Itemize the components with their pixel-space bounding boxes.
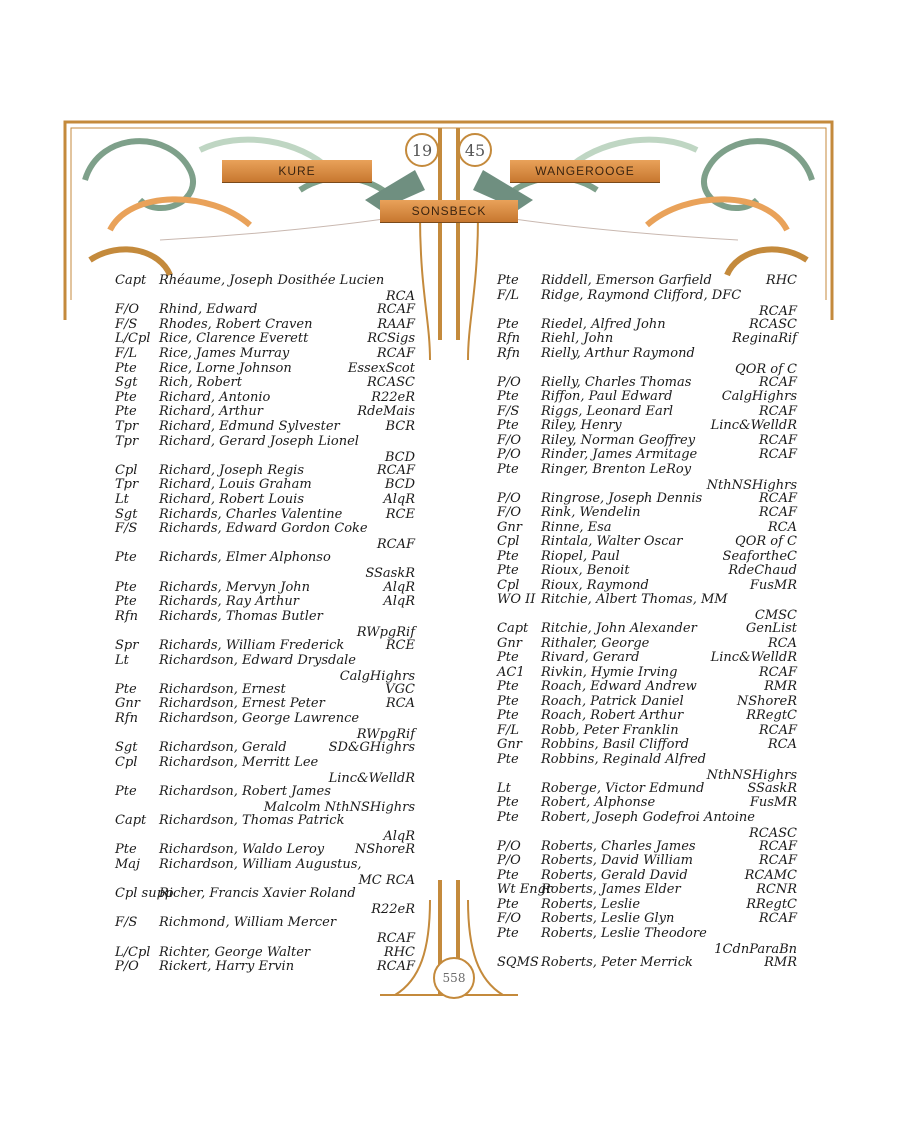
entry-name: Roberts, Leslie Theodore	[541, 925, 707, 941]
roll-entry	[497, 461, 797, 493]
entry-continuation: RWpgRif	[356, 727, 415, 742]
entry-rank: Tpr	[115, 419, 139, 434]
entry-name: Rhind, Edward	[159, 302, 258, 318]
entry-name: Robbins, Basil Clifford	[541, 737, 689, 752]
entry-rank: Pte	[115, 784, 137, 799]
entry-name: Richardson, Gerald	[159, 740, 287, 756]
entry-name: Rielly, Charles Thomas	[541, 374, 692, 390]
entry-rank: Pte	[115, 842, 137, 858]
year-left-circle	[405, 133, 439, 167]
entry-unit: Linc&WelldR	[710, 650, 797, 665]
entry-unit: RCAF	[758, 490, 797, 506]
entry-rank: Lt	[115, 652, 129, 668]
entry-name: Rink, Wendelin	[541, 505, 641, 520]
entry-rank: Sgt	[115, 506, 138, 522]
entry-rank: F/S	[115, 915, 138, 931]
entry-rank: Cpl	[497, 577, 520, 593]
entry-name: Riley, Norman Geoffrey	[541, 432, 696, 448]
entry-name: Richards, William Frederick	[159, 638, 345, 653]
roll-entry	[115, 463, 415, 479]
roll-entry	[115, 959, 415, 975]
roll-entry	[497, 345, 797, 377]
entry-name: Riffon, Paul Edward	[541, 389, 673, 404]
roll-entry	[115, 550, 415, 582]
entry-rank: Pte	[115, 360, 137, 376]
entry-unit: RCAF	[758, 664, 797, 680]
entry-unit: RCA	[385, 696, 415, 712]
entry-unit: RCE	[385, 638, 415, 653]
entry-unit: RCAF	[758, 722, 797, 738]
entry-unit: AlqR	[383, 594, 415, 610]
roll-entry	[115, 652, 415, 684]
entry-continuation: Malcolm NthNSHighrs	[263, 800, 415, 815]
entry-unit: RCAF	[758, 838, 797, 854]
entry-continuation: RCAF	[376, 537, 415, 553]
entry-rank: Pte	[115, 594, 137, 610]
entry-name: Richards, Ray Arthur	[159, 594, 299, 610]
entry-rank: Rfn	[497, 345, 520, 361]
entry-rank: Tpr	[115, 433, 139, 449]
roll-entry	[497, 955, 797, 971]
entry-unit: VGC	[385, 681, 415, 697]
entry-name: Richardson, Waldo Leroy	[159, 842, 325, 858]
roll-entry	[115, 638, 415, 654]
entry-continuation: SSaskR	[365, 566, 415, 582]
entry-name: Riedel, Alfred John	[541, 316, 666, 332]
entry-rank: Pte	[497, 389, 519, 404]
year-left: 19	[411, 140, 433, 160]
entry-name: Richardson, Edward Drysdale	[159, 652, 356, 668]
entry-unit: RAAF	[377, 316, 415, 332]
entry-name: Richer, Francis Xavier Roland	[159, 886, 356, 902]
entry-rank: Pte	[497, 809, 519, 825]
entry-rank: Capt	[115, 273, 147, 288]
roll-entry	[115, 813, 415, 845]
entry-rank: Wt Engr	[497, 882, 553, 897]
roll-entry	[115, 477, 415, 493]
entry-continuation: CMSC	[754, 608, 797, 623]
entry-unit: RCA	[767, 737, 797, 752]
entry-unit: BCR	[385, 419, 415, 434]
entry-continuation: QOR of C	[735, 361, 797, 377]
entry-name: Ritchie, John Alexander	[541, 621, 697, 636]
entry-unit: NShoreR	[354, 842, 415, 858]
banner-right	[510, 160, 660, 182]
roll-entry	[115, 331, 415, 347]
entry-unit: RRegtC	[746, 708, 797, 723]
entry-unit: RCA	[767, 635, 797, 651]
entry-name: Roberts, James Elder	[541, 882, 681, 897]
entry-rank: Pte	[497, 418, 519, 433]
entry-unit: RCAF	[758, 374, 797, 390]
roll-entry	[115, 433, 415, 465]
entry-continuation: AlqR	[383, 829, 415, 845]
entry-rank: Pte	[497, 896, 519, 912]
entry-unit: RCAMC	[744, 867, 797, 883]
entry-name: Richardson, Ernest Peter	[159, 696, 325, 712]
roll-entry	[497, 925, 797, 957]
entry-unit: AlqR	[383, 579, 415, 595]
entry-name: Richard, Joseph Regis	[159, 462, 305, 478]
entry-name: Richards, Elmer Alphonso	[159, 550, 331, 566]
entry-unit: Linc&WelldR	[710, 418, 797, 433]
entry-rank: WO II	[497, 592, 536, 607]
entry-name: Richard, Antonio	[159, 389, 271, 405]
entry-name: Ringrose, Joseph Dennis	[541, 490, 703, 506]
entry-name: Rintala, Walter Oscar	[541, 534, 683, 549]
entry-name: Rickert, Harry Ervin	[159, 959, 295, 975]
entry-rank: P/O	[497, 490, 521, 506]
entry-rank: Pte	[497, 751, 519, 767]
entry-rank: Rfn	[115, 711, 138, 726]
entry-name: Roberts, Peter Merrick	[541, 954, 693, 970]
entry-name: Roberts, Leslie	[541, 896, 641, 912]
entry-unit: RCE	[385, 506, 415, 522]
entry-continuation: Linc&WelldR	[328, 770, 415, 786]
entry-name: Rioux, Raymond	[541, 577, 649, 593]
entry-unit: AlqR	[383, 492, 415, 507]
entry-rank: Pte	[497, 563, 519, 578]
entry-rank: Pte	[497, 693, 519, 709]
roll-entry	[115, 915, 415, 947]
entry-name: Riggs, Leonard Earl	[541, 403, 674, 419]
entry-unit: SSaskR	[747, 780, 797, 796]
entry-rank: Cpl	[497, 534, 520, 549]
entry-rank: Sgt	[115, 375, 138, 391]
entry-rank: F/O	[497, 911, 522, 926]
entry-rank: Pte	[497, 679, 519, 694]
entry-unit: RCASC	[367, 375, 415, 391]
entry-name: Ringer, Brenton LeRoy	[541, 461, 692, 477]
entry-rank: P/O	[497, 838, 521, 854]
entry-unit: RCAF	[376, 346, 415, 361]
roll-entry	[497, 751, 797, 783]
entry-rank: Rfn	[497, 331, 520, 346]
entry-name: Rivard, Gerard	[541, 650, 640, 665]
entry-name: Roach, Patrick Daniel	[541, 693, 684, 709]
entry-name: Richards, Thomas Butler	[159, 608, 323, 624]
entry-unit: RMR	[764, 954, 797, 970]
entry-name: Roberts, Leslie Glyn	[541, 911, 675, 926]
entry-unit: FusMR	[749, 577, 797, 593]
entry-rank: Sgt	[115, 740, 138, 756]
entry-name: Roberts, Charles James	[541, 838, 696, 854]
entry-name: Roberge, Victor Edmund	[541, 780, 705, 796]
entry-rank: L/Cpl	[115, 331, 151, 347]
entry-unit: FusMR	[749, 795, 797, 810]
roll-entry	[497, 809, 797, 841]
roll-entry	[115, 507, 415, 523]
entry-rank: Tpr	[115, 477, 139, 493]
banner-center	[380, 200, 518, 222]
entry-unit: RHC	[383, 944, 415, 960]
roll-entry	[115, 390, 415, 406]
entry-rank: F/O	[497, 505, 522, 520]
roll-entry	[115, 784, 415, 815]
roll-entry	[115, 317, 415, 333]
entry-name: Roberts, Gerald David	[541, 867, 688, 883]
entry-continuation: RWpgRif	[356, 624, 415, 640]
entry-rank: Pte	[497, 867, 519, 883]
entry-name: Rich, Robert	[159, 375, 242, 391]
entry-name: Richardson, Ernest	[159, 681, 286, 697]
entry-unit: ReginaRif	[732, 331, 797, 346]
entry-name: Ritchie, Albert Thomas, MM	[541, 592, 728, 607]
entry-unit: RdeChaud	[728, 563, 797, 578]
entry-rank: Gnr	[115, 696, 140, 712]
entry-rank: Pte	[497, 316, 519, 332]
entry-unit: RCASC	[749, 316, 797, 332]
entry-rank: Cpl	[115, 462, 138, 478]
entry-rank: F/L	[497, 287, 520, 303]
entry-unit: RCAF	[376, 959, 415, 975]
entry-name: Rioux, Benoit	[541, 563, 630, 578]
banner-right-text: WANGEROOGE	[535, 164, 635, 178]
page-number-text: 558	[442, 971, 466, 985]
entry-name: Richard, Louis Graham	[159, 477, 312, 493]
page-number	[433, 957, 475, 999]
entry-name: Robert, Alphonse	[541, 795, 656, 810]
entry-continuation: RCASC	[749, 825, 797, 841]
entry-name: Robert, Joseph Godefroi Antoine	[541, 809, 755, 825]
entry-rank: Pte	[497, 273, 519, 288]
entry-rank: Gnr	[497, 635, 522, 651]
entry-rank: Capt	[497, 621, 529, 636]
roll-entry	[115, 580, 415, 596]
roll-entry	[115, 696, 415, 712]
entry-unit: RCSigs	[367, 331, 415, 347]
entry-name: Richardson, George Lawrence	[159, 711, 360, 726]
entry-unit: SD&GHighrs	[328, 740, 415, 756]
entry-rank: SQMS	[497, 954, 539, 970]
year-right: 45	[464, 140, 486, 160]
entry-rank: P/O	[115, 959, 139, 975]
entry-continuation: BCD	[384, 449, 415, 465]
roll-entry	[115, 711, 415, 742]
entry-continuation: NthNSHighrs	[706, 477, 797, 493]
entry-unit: RMR	[764, 679, 797, 694]
roll-entry	[115, 608, 415, 640]
entry-name: Rhodes, Robert Craven	[159, 316, 313, 332]
entry-rank: F/S	[497, 403, 520, 419]
entry-name: Richardson, Thomas Patrick	[159, 813, 345, 829]
entry-rank: Pte	[497, 548, 519, 564]
roll-entry	[115, 273, 415, 304]
entry-name: Rinne, Esa	[541, 519, 612, 535]
banner-left	[222, 160, 372, 182]
banner-left-text: KURE	[278, 164, 316, 178]
entry-rank: F/S	[115, 316, 138, 332]
entry-name: Rivkin, Hymie Irving	[541, 664, 678, 680]
entry-name: Rice, Lorne Johnson	[159, 360, 292, 376]
entry-unit: RCAF	[376, 302, 415, 318]
entry-name: Roberts, David William	[541, 853, 693, 868]
entry-unit: RRegtC	[746, 896, 797, 912]
entry-unit: RCAF	[758, 403, 797, 419]
entry-unit: RCAF	[758, 911, 797, 926]
entry-rank: F/S	[115, 521, 138, 537]
entry-unit: EssexScot	[347, 360, 415, 376]
entry-unit: RCAF	[758, 505, 797, 520]
entry-rank: Pte	[115, 389, 137, 405]
entry-rank: Maj	[115, 857, 141, 872]
entry-name: Rhéaume, Joseph Dosithée Lucien	[159, 273, 385, 288]
roll-entry	[115, 375, 415, 391]
entry-unit: RCAF	[758, 447, 797, 462]
entry-unit: RCAF	[758, 432, 797, 448]
entry-rank: Pte	[497, 650, 519, 665]
entry-rank: Pte	[115, 550, 137, 566]
entry-rank: F/L	[497, 722, 520, 738]
entry-name: Riopel, Paul	[541, 548, 620, 564]
entry-rank: Gnr	[497, 737, 522, 752]
entry-unit: QOR of C	[735, 534, 797, 549]
roll-entry	[115, 404, 415, 420]
roll-entry	[115, 842, 415, 858]
entry-rank: Lt	[497, 780, 511, 796]
roll-entry	[115, 361, 415, 377]
entry-rank: Pte	[115, 404, 137, 420]
roll-entry	[115, 682, 415, 698]
entry-unit: RHC	[765, 273, 797, 288]
roll-entry	[115, 740, 415, 756]
entry-rank: Pte	[497, 795, 519, 810]
entry-continuation: 1CdnParaBn	[714, 941, 797, 957]
entry-rank: P/O	[497, 447, 521, 462]
entry-unit: BCD	[384, 477, 415, 493]
roll-entry	[115, 886, 415, 918]
entry-unit: RCNR	[756, 882, 797, 897]
entry-name: Richardson, William Augustus,	[159, 857, 362, 872]
roll-entry	[115, 594, 415, 610]
entry-name: Riehl, John	[541, 331, 614, 346]
entry-name: Riddell, Emerson Garfield	[541, 273, 712, 288]
entry-rank: Pte	[115, 579, 137, 595]
entry-name: Roach, Robert Arthur	[541, 708, 684, 723]
entry-continuation: MC RCA	[358, 873, 415, 888]
entry-continuation: NthNSHighrs	[706, 767, 797, 783]
roll-entry	[115, 754, 415, 786]
entry-name: Richard, Arthur	[159, 404, 263, 420]
entry-unit: RCAF	[758, 853, 797, 868]
entry-name: Richards, Mervyn John	[159, 579, 311, 595]
entry-unit: NShoreR	[736, 693, 797, 709]
entry-unit: R22eR	[371, 389, 415, 405]
roll-entry	[115, 419, 415, 435]
roll-entry	[115, 346, 415, 362]
entry-rank: Cpl	[115, 754, 138, 770]
entry-name: Roach, Edward Andrew	[541, 679, 697, 694]
entry-rank: Lt	[115, 492, 129, 507]
entry-rank: Pte	[115, 681, 137, 697]
entry-unit: SeafortheC	[722, 548, 797, 564]
entry-rank: Capt	[115, 813, 147, 829]
entry-continuation: CalgHighrs	[339, 668, 415, 684]
entry-rank: P/O	[497, 853, 521, 868]
roll-entry	[115, 945, 415, 961]
entry-rank: P/O	[497, 374, 521, 390]
entry-name: Richmond, William Mercer	[159, 915, 337, 931]
entry-name: Richards, Edward Gordon Coke	[159, 521, 368, 537]
entry-unit: RCA	[767, 519, 797, 535]
roll-entry	[115, 302, 415, 318]
entry-name: Richardson, Robert James	[159, 784, 331, 799]
entry-unit: CalgHighrs	[721, 389, 797, 404]
entry-rank: Pte	[497, 708, 519, 723]
entry-name: Richard, Edmund Sylvester	[159, 419, 340, 434]
entry-rank: Cpl supp	[115, 886, 174, 902]
year-right-circle	[458, 133, 492, 167]
entry-name: Ridge, Raymond Clifford, DFC	[541, 287, 742, 303]
entry-rank: F/O	[497, 432, 522, 448]
roll-entry	[115, 521, 415, 553]
roll-entry	[497, 592, 797, 623]
entry-rank: Pte	[497, 461, 519, 477]
entry-rank: AC1	[497, 664, 525, 680]
entry-rank: Rfn	[115, 608, 138, 624]
entry-continuation: RCA	[385, 289, 415, 304]
entry-name: Richard, Gerard Joseph Lionel	[159, 433, 359, 449]
entry-rank: F/O	[115, 302, 140, 318]
entry-name: Rice, Clarence Everett	[159, 331, 309, 347]
entry-name: Rithaler, George	[541, 635, 650, 651]
entry-unit: RCAF	[376, 462, 415, 478]
entry-name: Richter, George Walter	[159, 944, 311, 960]
entry-name: Rinder, James Armitage	[541, 447, 698, 462]
banner-center-text: SONSBECK	[411, 204, 487, 218]
entry-unit: GenList	[745, 621, 797, 636]
entry-name: Rielly, Arthur Raymond	[541, 345, 695, 361]
entry-rank: Pte	[497, 925, 519, 941]
entry-rank: L/Cpl	[115, 944, 151, 960]
entry-name: Richard, Robert Louis	[159, 492, 305, 507]
entry-name: Rice, James Murray	[159, 346, 290, 361]
entry-name: Richardson, Merritt Lee	[159, 754, 319, 770]
entry-name: Robbins, Reginald Alfred	[541, 751, 707, 767]
entry-name: Riley, Henry	[541, 418, 622, 433]
entry-unit: RdeMais	[357, 404, 415, 420]
entry-rank: Gnr	[497, 519, 522, 535]
roll-entry	[497, 287, 797, 319]
entry-rank: Spr	[115, 638, 139, 653]
entry-continuation: R22eR	[371, 902, 415, 918]
roll-entry	[115, 857, 415, 888]
entry-name: Richards, Charles Valentine	[159, 506, 343, 522]
entry-continuation: RCAF	[758, 303, 797, 319]
entry-rank: F/L	[115, 346, 138, 361]
roll-entry	[115, 492, 415, 508]
entry-continuation: RCAF	[376, 931, 415, 947]
entry-name: Robb, Peter Franklin	[541, 722, 679, 738]
